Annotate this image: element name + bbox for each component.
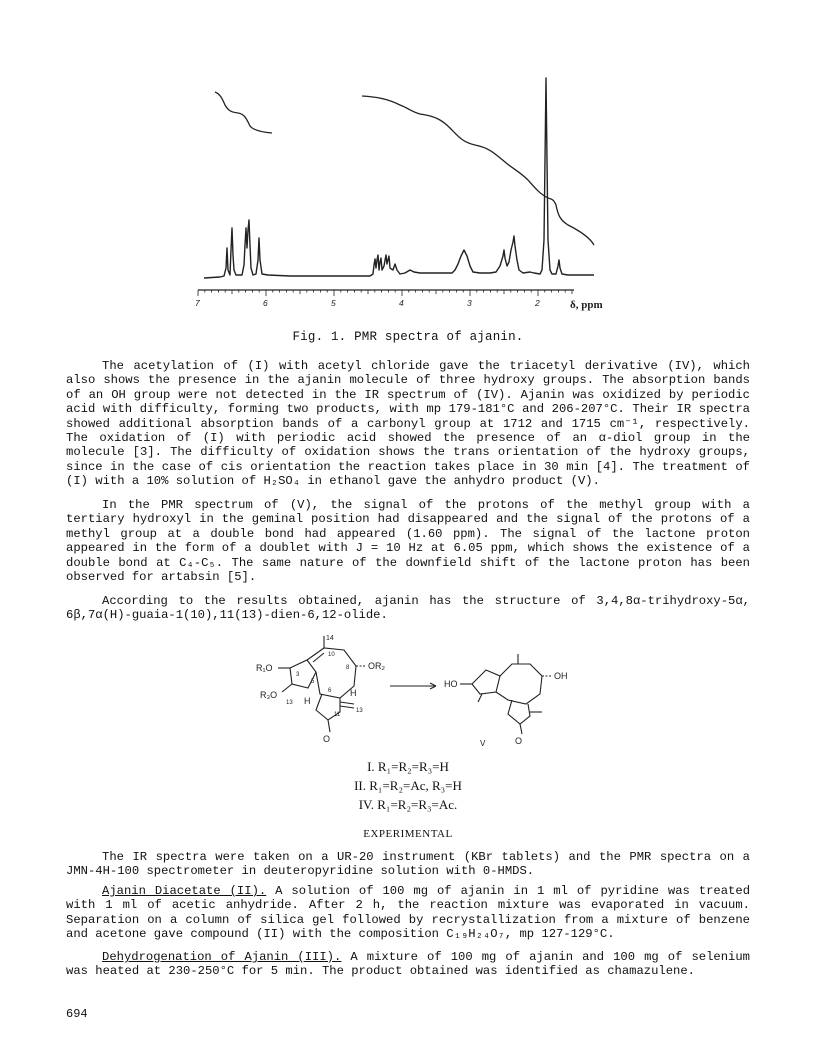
compound-v-label: V <box>480 739 486 748</box>
paragraph-text: According to the results obtained, ajanin has the structure of 3,4,8α-trihydroxy-5α, 6β,7α(H)-guaia-1(10),11(13)-dien-6,12-olide. <box>66 594 750 623</box>
tick-label: 5 <box>331 298 336 308</box>
compound-ii-definition: II. R₁=R₂=Ac, R₃=H <box>354 778 462 793</box>
x-axis-tick-labels <box>195 298 540 308</box>
pmr-spectrum-figure <box>190 70 610 320</box>
c6-label: 6 <box>328 688 332 694</box>
paragraph-text <box>66 884 750 942</box>
spectrum-trace <box>204 78 594 278</box>
paragraph-text: In the PMR spectrum of (V), the signal of the protons of the methyl group with a tertiary hydroxyl in the geminal position had disappeared and the signal of the protons of a methyl group at a double bond had appeared (1.60 ppm). The signal of the lactone proton appeared in the form of a doublet with J = 10 Hz at 6.05 ppm, which shows the existence of a double bond at C₄-C₅. The same nature of the downfield shift of the lactone proton has been observed for artabsin [5]. <box>66 498 750 585</box>
page-number: 694 <box>66 1007 88 1021</box>
subsection-title-dehydrogenation: Dehydrogenation of Ajanin (III). <box>102 950 342 964</box>
c10-label: 10 <box>328 652 335 658</box>
integral-curve-right <box>362 96 594 245</box>
compound-i-definition: I. R₁=R₂=R₃=H <box>367 759 449 774</box>
h7-label: H <box>350 688 357 698</box>
c8-label: 8 <box>346 665 350 671</box>
paragraph-text <box>66 950 750 979</box>
carbonyl-o-label: O <box>323 734 331 744</box>
c3-label: 3 <box>296 672 300 678</box>
or2-label: OR₂ <box>368 661 385 671</box>
product-v-structure <box>460 654 552 734</box>
body-paragraph-acetylation <box>66 359 750 489</box>
experimental-paragraph-diacetate <box>66 884 750 942</box>
h5-label: H <box>304 696 311 706</box>
figure-caption: Fig. 1. PMR spectra of ajanin. <box>292 330 524 344</box>
experimental-paragraph-instruments <box>66 850 750 879</box>
paragraph-text: The IR spectra were taken on a UR-20 instrument (KBr tablets) and the PMR spectra on a JMN-4H-100 spectrometer in deuteropyridine solution with 0-HMDS. <box>66 850 750 879</box>
reaction-scheme <box>250 632 580 752</box>
paragraph-text: The acetylation of (I) with acetyl chloride gave the triacetyl derivative (IV), which also shows the presence in the ajanin molecule of three hydroxy groups. The absorption bands of an OH group were not detected in the IR spectrum of (IV). Ajanin was oxidized by periodic acid with difficulty, forming two products, with mp 179-181°C and 206-207°C. Their IR spectra showed additional absorption bands of a carbonyl group at 1712 and 1715 cm⁻¹, respectively. The oxidation of (I) with periodic acid showed the presence of an α-diol group in the molecule [3]. The difficulty of oxidation shows the trans orientation of the hydroxy groups, since in the case of cis orientation the reaction takes place in 30 min [4]. The treatment of (I) with a 10% solution of H₂SO₄ in ethanol gave the anhydro product (V). <box>66 359 750 489</box>
tick-label: 4 <box>399 298 404 308</box>
experimental-paragraph-dehydrogenation <box>66 950 750 979</box>
integral-curve-left <box>215 92 272 133</box>
tick-label: 7 <box>195 298 200 308</box>
r1o-label: R₁O <box>256 663 273 673</box>
reaction-arrow <box>390 683 436 689</box>
c13-methyl-label: 13 <box>286 700 293 706</box>
ajanin-structure <box>278 636 366 732</box>
c14-label: 14 <box>326 635 334 642</box>
body-paragraph-structure <box>66 594 750 623</box>
tick-label: 6 <box>263 298 268 308</box>
subsection-title-diacetate: Ajanin Diacetate (II). <box>102 884 267 898</box>
compound-substituent-list <box>0 757 816 814</box>
dehydrogenation-body: A mixture of 100 mg of ajanin and 100 mg of selenium was heated at 230-250°C for 5 min. The product obtained was identified as chamazulene. <box>66 950 750 979</box>
section-heading-experimental: EXPERIMENTAL <box>363 828 453 840</box>
product-v-labels <box>444 671 568 748</box>
x-axis-unit-label: δ, ppm <box>570 299 603 311</box>
body-paragraph-pmr-spectrum <box>66 498 750 584</box>
c13-label: 13 <box>356 708 363 714</box>
compound-iv-definition: IV. R₁=R₂=R₃=Ac. <box>358 797 458 812</box>
r3o-label: R₃O <box>260 690 278 700</box>
product-carbonyl-o-label: O <box>515 736 523 746</box>
c11-label: 11 <box>334 712 341 718</box>
tick-label: 3 <box>467 298 472 308</box>
oh-label: OH <box>554 671 568 681</box>
ho-label: HO <box>444 679 458 689</box>
x-axis-minor-ticks <box>198 290 572 296</box>
ajanin-labels <box>256 635 386 744</box>
c5-label: 5 <box>311 679 315 685</box>
diacetate-body: A solution of 100 mg of ajanin in 1 ml of pyridine was treated with 1 ml of acetic anhydride. After 2 h, the reaction mixture was evaporated in vacuum. Separation on a column of silica gel followed by recrystallization from a mixture of benzene and acetone gave compound (II) with the composition C₁₉H₂₄O₇, mp 127-129°C. <box>66 884 751 942</box>
tick-label: 2 <box>535 298 540 308</box>
